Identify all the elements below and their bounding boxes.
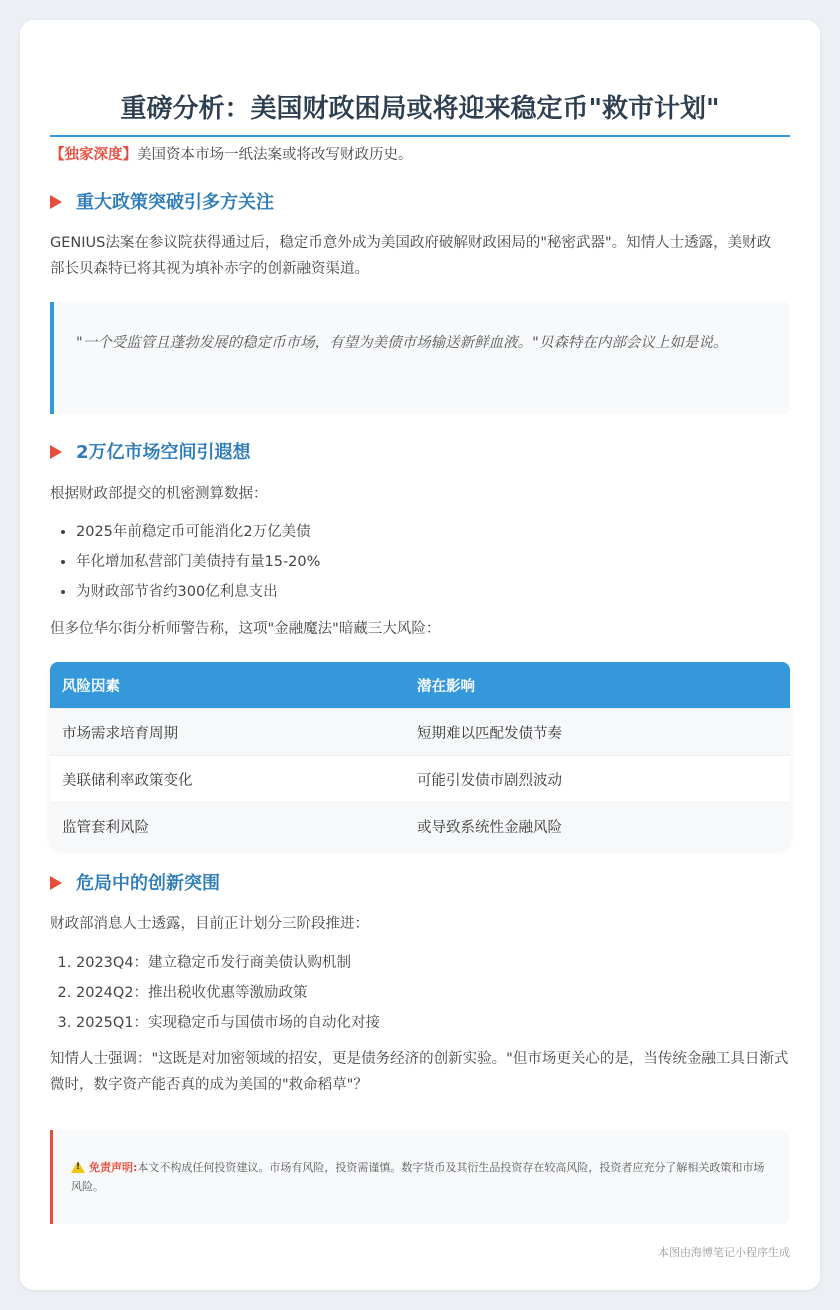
list-item: • 为财政部节省约300亿利息支出 xyxy=(76,577,806,607)
table-cell: 美联储利率政策变化 xyxy=(62,772,193,789)
numbered-list xyxy=(50,948,806,1038)
section3-intro: 财政部消息人士透露，目前正计划分三阶段推进： xyxy=(50,916,369,932)
list-item: 1. 2023Q4：建立稳定币发行商美债认购机制 xyxy=(76,948,806,978)
section-heading-3: 危局中的创新突围 xyxy=(50,869,790,899)
section1-paragraph: GENIUS法案在参议院获得通过后，稳定币意外成为美国政府破解财政困局的"秘密武器"。知情人士透露，美财政部长贝森特已将其视为填补赤字的创新融资渠道。 xyxy=(50,235,772,277)
disclaimer-text: 本文不构成任何投资建议。市场有风险，投资需谨慎。数字货币及其衍生品投资存在较高风险，投资者应充分了解相关政策和市场风险。 xyxy=(71,1161,765,1193)
bullet-list xyxy=(50,517,806,607)
lead-text: 美国资本市场一纸法案或将改写财政历史。 xyxy=(137,147,413,163)
table-cell: 可能引发债市剧烈波动 xyxy=(417,772,562,789)
table-cell: 监管套利风险 xyxy=(62,819,149,836)
table-header-cell: 风险因素 xyxy=(62,678,120,695)
table-cell: 市场需求培育周期 xyxy=(62,725,178,742)
footer-credit: 本图由海博笔记小程序生成 xyxy=(658,1246,790,1259)
section2-intro: 根据财政部提交的机密测算数据： xyxy=(50,486,268,502)
list-item: 3. 2025Q1：实现稳定币与国债市场的自动化对接 xyxy=(76,1008,806,1038)
table-row xyxy=(50,708,790,755)
table-cell: 或导致系统性金融风险 xyxy=(417,819,562,836)
quote-text: "一个受监管且蓬勃发展的稳定币市场，有望为美债市场输送新鲜血液。"贝森特在内部会议上如是说。 xyxy=(76,335,728,351)
title-divider xyxy=(50,135,790,137)
table-row xyxy=(50,802,790,849)
lead-tag: 【独家深度】 xyxy=(50,147,137,163)
table-cell: 短期难以匹配发债节奏 xyxy=(417,725,562,742)
lead-paragraph xyxy=(50,142,780,168)
blockquote xyxy=(50,302,790,414)
disclaimer-text-block xyxy=(71,1158,771,1196)
closing-paragraph: 知情人士强调："这既是对加密领域的招安，更是债务经济的创新实验。"但市场更关心的是，当传统金融工具日渐式微时，数字资产能否真的成为美国的"救命稻草"？ xyxy=(50,1051,789,1093)
list-item: 2. 2024Q2：推出税收优惠等激励政策 xyxy=(76,978,806,1008)
section-heading-2: 2万亿市场空间引遐想 xyxy=(50,438,790,468)
list-item: • 年化增加私营部门美债持有量15-20% xyxy=(76,547,806,577)
risk-intro: 但多位华尔街分析师警告称，这项"金融魔法"暗藏三大风险： xyxy=(50,621,441,637)
section-heading-1: 重大政策突破引多方关注 xyxy=(50,188,790,218)
table-row xyxy=(50,755,790,802)
disclaimer-box xyxy=(50,1130,790,1224)
table-header-cell: 潜在影响 xyxy=(417,678,475,695)
warning-icon xyxy=(71,1161,85,1173)
risk-table xyxy=(50,662,790,849)
disclaimer-label: 免责声明: xyxy=(89,1161,138,1174)
list-item: • 2025年前稳定币可能消化2万亿美债 xyxy=(76,517,806,547)
triangle-bullet-icon xyxy=(50,445,62,459)
triangle-bullet-icon xyxy=(50,876,62,890)
triangle-bullet-icon xyxy=(50,195,62,209)
article-card xyxy=(20,20,820,1290)
article-title: 重磅分析：美国财政困局或将迎来稳定币"救市计划" xyxy=(120,94,720,124)
table-header-row xyxy=(50,662,790,708)
